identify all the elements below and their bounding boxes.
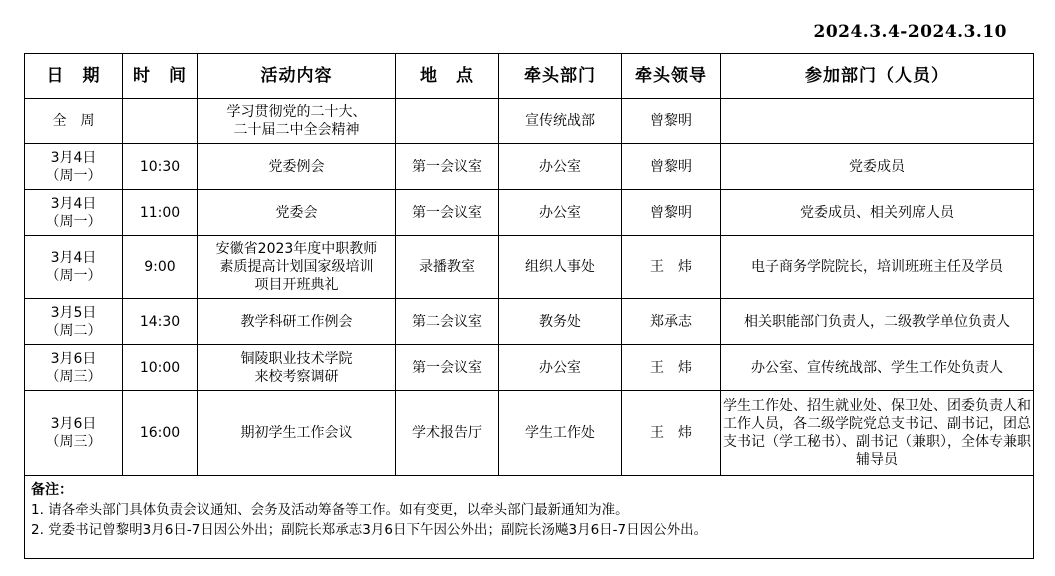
- header-date: 日 期: [25, 54, 123, 99]
- table-row: [25, 190, 1034, 236]
- place-cell: 第一会议室: [396, 190, 499, 236]
- time-cell: 11:00: [123, 190, 198, 236]
- place-cell: [396, 99, 499, 144]
- note-line-2: 2. 党委书记曾黎明3月6日-7日因公外出；副院长郑承志3月6日下午因公外出；副院长汤飚3月6日-7日因公外出。: [31, 522, 708, 538]
- dept-cell: 教务处: [499, 299, 622, 345]
- content-cell: 教学科研工作例会: [198, 299, 396, 345]
- header-time: 时 间: [123, 54, 198, 99]
- dept-cell: 学生工作处: [499, 391, 622, 476]
- dept-cell: 办公室: [499, 190, 622, 236]
- header-dept: 牵头部门: [499, 54, 622, 99]
- header-attendees: 参加部门（人员）: [721, 54, 1034, 99]
- place-cell: 第二会议室: [396, 299, 499, 345]
- date-cell: 3月4日 （周一）: [25, 190, 123, 236]
- header-place: 地 点: [396, 54, 499, 99]
- dept-cell: 办公室: [499, 144, 622, 190]
- table-row: [25, 236, 1034, 299]
- time-cell: [123, 99, 198, 144]
- table-row: [25, 299, 1034, 345]
- dept-cell: 宣传统战部: [499, 99, 622, 144]
- dept-cell: 办公室: [499, 345, 622, 391]
- attendees-cell: 相关职能部门负责人，二级教学单位负责人: [721, 299, 1034, 345]
- leader-cell: 郑承志: [622, 299, 721, 345]
- notes-cell: [25, 476, 1034, 559]
- table-row: [25, 391, 1034, 476]
- note-line-1: 1. 请各牵头部门具体负责会议通知、会务及活动筹备等工作。如有变更，以牵头部门最新通知为准。: [31, 502, 629, 518]
- attendees-cell: 党委成员: [721, 144, 1034, 190]
- leader-cell: 王 炜: [622, 345, 721, 391]
- header-content: 活动内容: [198, 54, 396, 99]
- place-cell: 第一会议室: [396, 144, 499, 190]
- table-row: [25, 144, 1034, 190]
- leader-cell: 王 炜: [622, 391, 721, 476]
- date-cell: 3月4日 （周一）: [25, 144, 123, 190]
- leader-cell: 王 炜: [622, 236, 721, 299]
- attendees-cell: 办公室、宣传统战部、学生工作处负责人: [721, 345, 1034, 391]
- time-cell: 9:00: [123, 236, 198, 299]
- date-cell: 3月6日 （周三）: [25, 391, 123, 476]
- content-cell: 学习贯彻党的二十大、 二十届二中全会精神: [198, 99, 396, 144]
- place-cell: 学术报告厅: [396, 391, 499, 476]
- content-cell: 党委会: [198, 190, 396, 236]
- date-cell: 3月5日 （周二）: [25, 299, 123, 345]
- date-cell: 3月4日 （周一）: [25, 236, 123, 299]
- notes-row: [25, 476, 1034, 559]
- dept-cell: 组织人事处: [499, 236, 622, 299]
- attendees-cell: 电子商务学院院长，培训班班主任及学员: [721, 236, 1034, 299]
- schedule-table: [24, 53, 1034, 559]
- attendees-cell: 党委成员、相关列席人员: [721, 190, 1034, 236]
- leader-cell: 曾黎明: [622, 99, 721, 144]
- attendees-cell: [721, 99, 1034, 144]
- content-cell: 安徽省2023年度中职教师 素质提高计划国家级培训 项目开班典礼: [198, 236, 396, 299]
- notes-title: 备注：: [31, 482, 73, 498]
- date-cell: 3月6日 （周三）: [25, 345, 123, 391]
- table-row: [25, 99, 1034, 144]
- content-cell: 期初学生工作会议: [198, 391, 396, 476]
- attendees-cell: 学生工作处、招生就业处、保卫处、团委负责人和工作人员，各二级学院党总支书记、副书记，团总支书记（学工秘书）、副书记（兼职），全体专兼职辅导员: [721, 391, 1034, 476]
- content-cell: 党委例会: [198, 144, 396, 190]
- header-leader: 牵头领导: [622, 54, 721, 99]
- date-range: 2024.3.4-2024.3.10: [813, 22, 1007, 42]
- time-cell: 10:30: [123, 144, 198, 190]
- time-cell: 16:00: [123, 391, 198, 476]
- date-cell: 全 周: [25, 99, 123, 144]
- leader-cell: 曾黎明: [622, 190, 721, 236]
- time-cell: 14:30: [123, 299, 198, 345]
- place-cell: 第一会议室: [396, 345, 499, 391]
- place-cell: 录播教室: [396, 236, 499, 299]
- time-cell: 10:00: [123, 345, 198, 391]
- content-cell: 铜陵职业技术学院 来校考察调研: [198, 345, 396, 391]
- leader-cell: 曾黎明: [622, 144, 721, 190]
- header-row: [25, 54, 1034, 99]
- table-row: [25, 345, 1034, 391]
